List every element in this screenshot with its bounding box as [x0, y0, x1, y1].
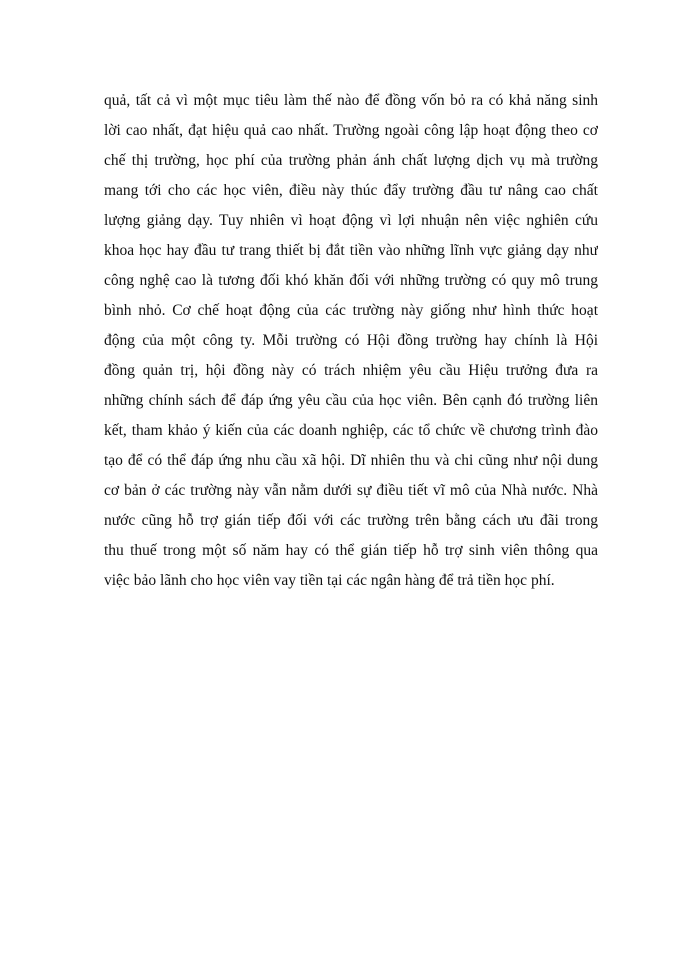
paragraph-line: nước cũng hỗ trợ gián tiếp đối với các trường trên bằng cách ưu đãi trong — [104, 512, 598, 529]
paragraph-line: tạo để có thể đáp ứng nhu cầu xã hội. Dĩ nhiên thu và chi cũng như nội dung — [104, 452, 598, 469]
paragraph-line: lời cao nhất, đạt hiệu quả cao nhất. Trường ngoài công lập hoạt động theo cơ — [104, 122, 598, 139]
paragraph-line: cơ bản ở các trường này vẫn nằm dưới sự điều tiết vĩ mô của Nhà nước. Nhà — [104, 482, 598, 499]
paragraph-line: quả, tất cả vì một mục tiêu làm thế nào để đồng vốn bỏ ra có khả năng sinh — [104, 92, 598, 109]
paragraph-line: khoa học hay đầu tư trang thiết bị đắt tiền vào những lĩnh vực giảng dạy như — [104, 242, 598, 259]
paragraph-line-last: việc bảo lãnh cho học viên vay tiền tại các ngân hàng để trả tiền học phí. — [104, 572, 555, 589]
paragraph-line: những chính sách để đáp ứng yêu cầu của học viên. Bên cạnh đó trường liên — [104, 392, 598, 409]
paragraph-line: kết, tham khảo ý kiến của các doanh nghiệp, các tổ chức về chương trình đào — [104, 422, 598, 439]
paragraph-line: đồng quản trị, hội đồng này có trách nhiệm yêu cầu Hiệu trưởng đưa ra — [104, 362, 598, 379]
paragraph-line: động của một công ty. Mỗi trường có Hội đồng trường hay chính là Hội — [104, 332, 598, 349]
paragraph-line: thu thuế trong một số năm hay có thể gián tiếp hỗ trợ sinh viên thông qua — [104, 542, 598, 559]
paragraph-line: mang tới cho các học viên, điều này thúc đẩy trường đầu tư nâng cao chất — [104, 182, 598, 199]
paragraph-line: chế thị trường, học phí của trường phản ánh chất lượng dịch vụ mà trường — [104, 152, 598, 169]
paragraph-line: công nghệ cao là tương đối khó khăn đối với những trường có quy mô trung — [104, 272, 598, 289]
paragraph-line: lượng giảng dạy. Tuy nhiên vì hoạt động vì lợi nhuận nên việc nghiên cứu — [104, 212, 598, 229]
body-paragraph — [104, 86, 598, 596]
paragraph-line: bình nhỏ. Cơ chế hoạt động của các trường này giống như hình thức hoạt — [104, 302, 598, 319]
